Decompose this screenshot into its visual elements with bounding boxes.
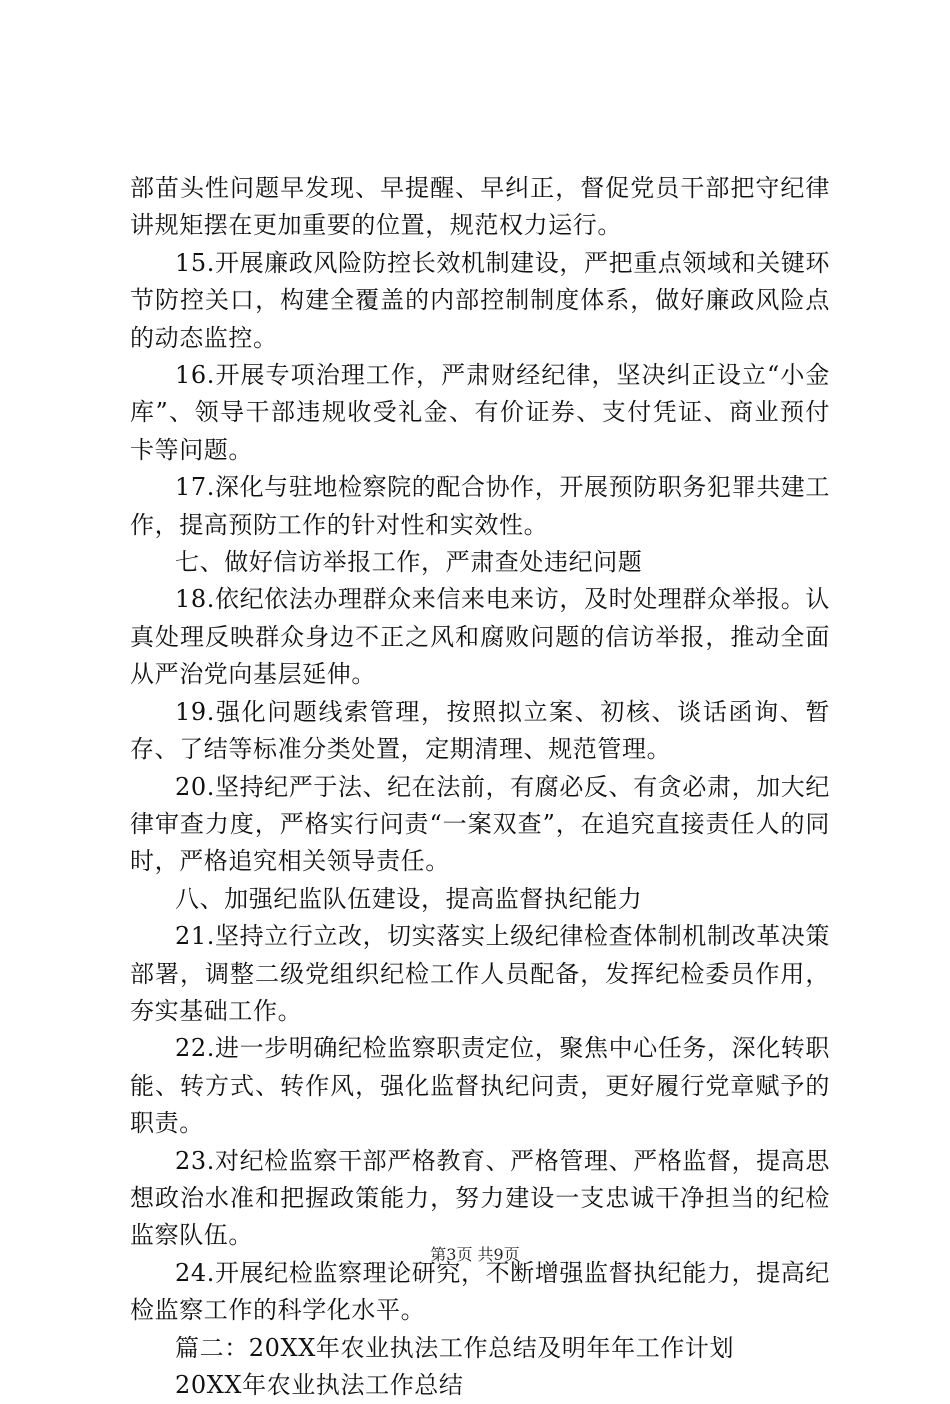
paragraph-item-22: 22.进一步明确纪检监察职责定位，聚焦中心任务，深化转职能、转方式、转作风，强化监督执纪问责，更好履行党章赋予的职责。 bbox=[130, 1034, 830, 1138]
paragraph-item-21: 21.坚持立行立改，切实落实上级纪律检查体制机制改革决策部署，调整二级党组织纪检工作人员配备，发挥纪检委员作用，夯实基础工作。 bbox=[130, 922, 830, 1025]
part-two-subtitle: 20XX年农业执法工作总结 bbox=[175, 1371, 464, 1399]
page-number-footer: 第3页 共9页 bbox=[430, 1245, 520, 1264]
part-two-title: 篇二：20XX年农业执法工作总结及明年年工作计划 bbox=[175, 1333, 735, 1362]
paragraph-item-20: 20.坚持纪严于法、纪在法前，有腐必反、有贪必肃，加大纪律审查力度，严格实行问责“一案双查”，在追究直接责任人的同时，严格追究相关领导责任。 bbox=[130, 772, 830, 876]
document-body bbox=[130, 170, 830, 1404]
paragraph-item-16: 16.开展专项治理工作，严肃财经纪律，坚决纠正设立“小金库”、领导干部违规收受礼金、有价证券、支付凭证、商业预付卡等问题。 bbox=[130, 361, 830, 464]
paragraph: 部苗头性问题早发现、早提醒、早纠正，督促党员干部把守纪律讲规矩摆在更加重要的位置，规范权力运行。 bbox=[130, 174, 830, 240]
paragraph-item-24: 24.开展纪检监察理论研究，不断增强监督执纪能力，提高纪检监察工作的科学化水平。 bbox=[130, 1258, 830, 1325]
paragraph-item-18: 18.依纪依法办理群众来信来电来访，及时处理群众举报。认真处理反映群众身边不正之风和腐败问题的信访举报，推动全面从严治党向基层延伸。 bbox=[130, 585, 830, 689]
paragraph-item-17: 17.深化与驻地检察院的配合协作，开展预防职务犯罪共建工作，提高预防工作的针对性和实效性。 bbox=[130, 473, 830, 539]
paragraph-item-15: 15.开展廉政风险防控长效机制建设，严把重点领域和关键环节防控关口，构建全覆盖的内部控制制度体系，做好廉政风险点的动态监控。 bbox=[130, 248, 830, 352]
section-heading-8: 八、加强纪监队伍建设，提高监督执纪能力 bbox=[175, 884, 643, 913]
paragraph-item-19: 19.强化问题线索管理，按照拟立案、初核、谈话函询、暂存、了结等标准分类处置，定期清理、规范管理。 bbox=[130, 697, 830, 764]
section-heading-7: 七、做好信访举报工作，严肃查处违纪问题 bbox=[175, 548, 643, 577]
paragraph-item-23: 23.对纪检监察干部严格教育、严格管理、严格监督，提高思想政治水准和把握政策能力，努力建设一支忠诚干净担当的纪检监察队伍。 bbox=[130, 1146, 830, 1250]
